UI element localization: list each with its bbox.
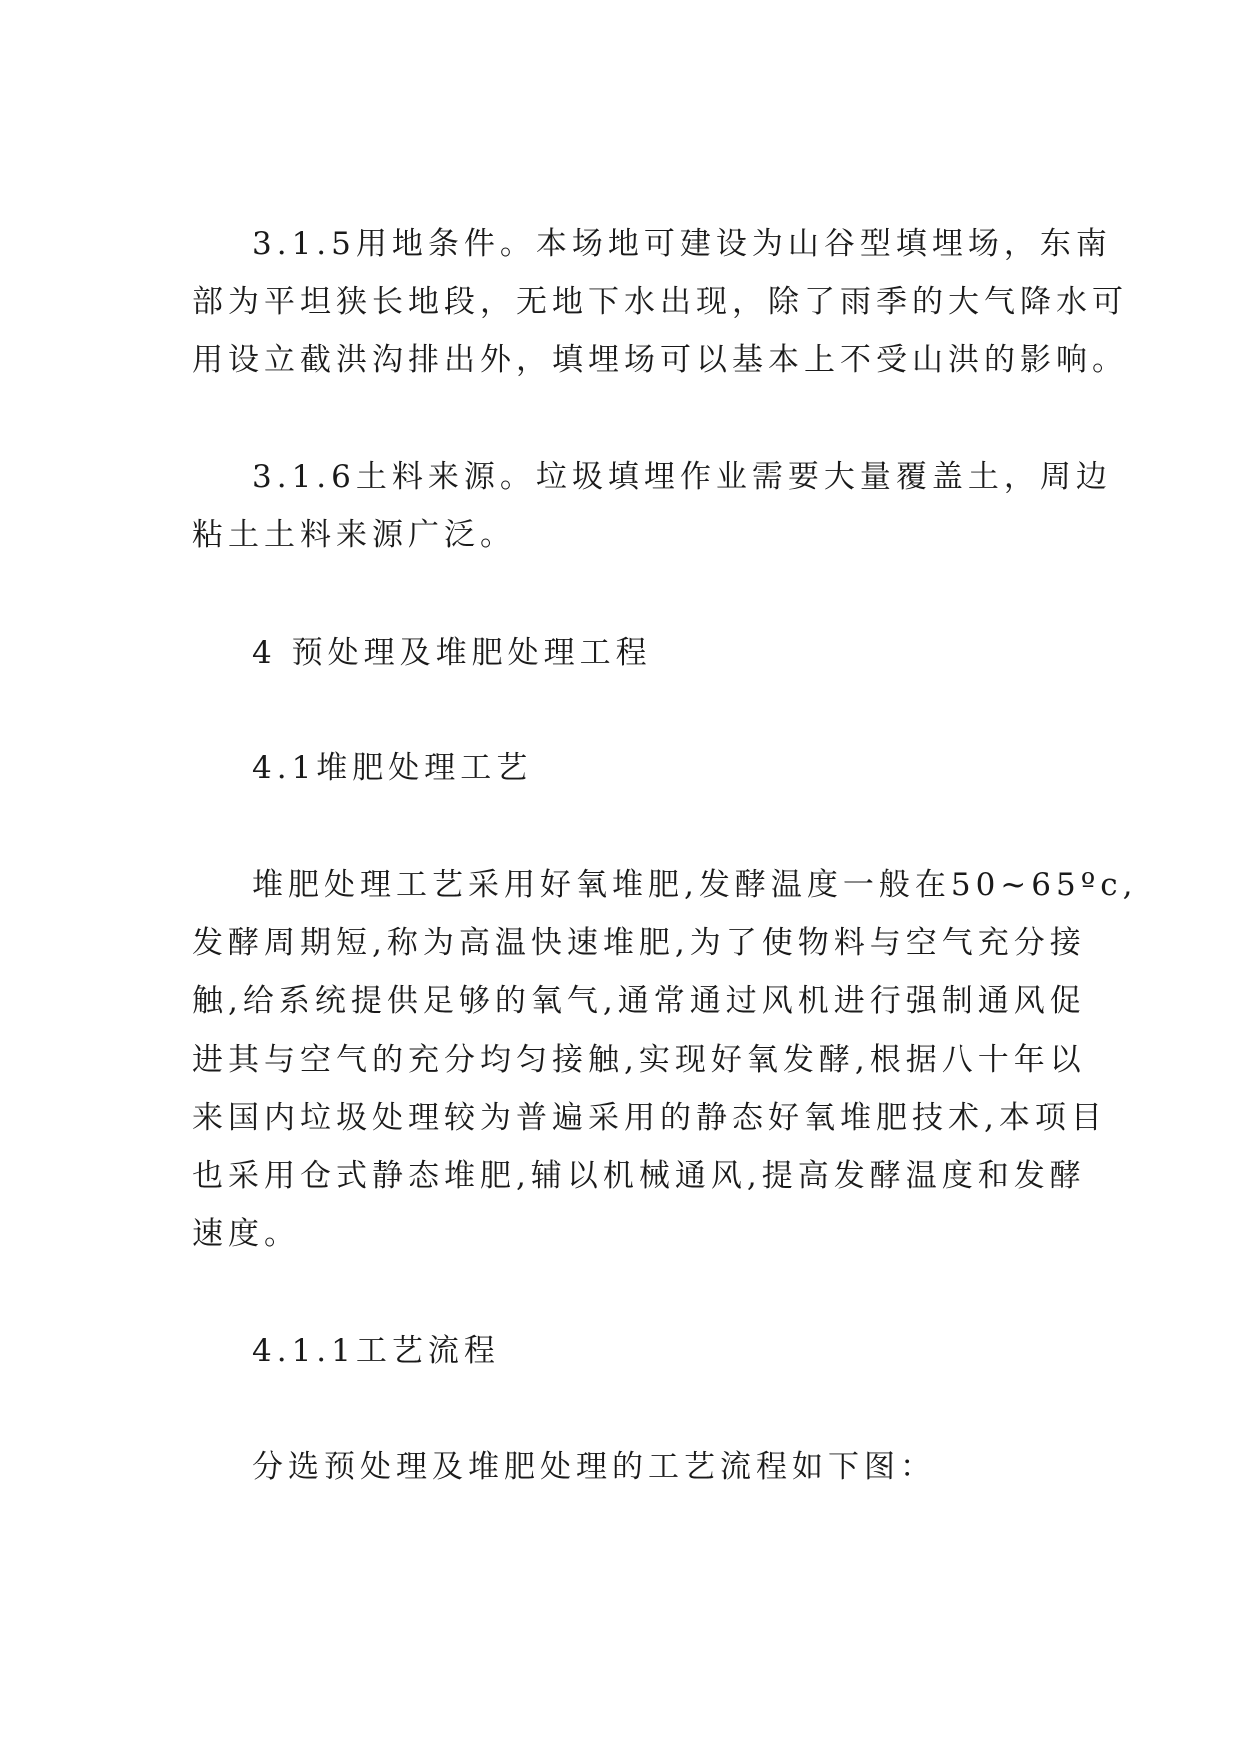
paragraph-3-1-6-line-2: 粘土土料来源广泛。 bbox=[192, 517, 516, 553]
paragraph-4-1-line-1: 堆肥处理工艺采用好氧堆肥,发酵温度一般在50~65ºc, bbox=[252, 867, 1138, 903]
heading-section-4-1-1: 4.1.1工艺流程 bbox=[252, 1333, 500, 1369]
heading-section-4-1: 4.1堆肥处理工艺 bbox=[252, 750, 533, 786]
paragraph-4-1-line-4: 进其与空气的充分均匀接触,实现好氧发酵,根据八十年以 bbox=[192, 1042, 1086, 1078]
paragraph-3-1-5-line-3: 用设立截洪沟排出外，填埋场可以基本上不受山洪的影响。 bbox=[192, 342, 1128, 378]
paragraph-4-1-line-7: 速度。 bbox=[192, 1216, 300, 1252]
paragraph-3-1-5-line-1: 3.1.5用地条件。本场地可建设为山谷型填埋场，东南 bbox=[252, 226, 1112, 262]
paragraph-4-1-1-line-1: 分选预处理及堆肥处理的工艺流程如下图： bbox=[252, 1449, 936, 1485]
paragraph-4-1-line-3: 触,给系统提供足够的氧气,通常通过风机进行强制通风促 bbox=[192, 983, 1086, 1019]
paragraph-3-1-5-line-2: 部为平坦狭长地段，无地下水出现，除了雨季的大气降水可 bbox=[192, 284, 1128, 320]
paragraph-4-1-line-2: 发酵周期短,称为高温快速堆肥,为了使物料与空气充分接 bbox=[192, 925, 1086, 961]
paragraph-4-1-line-6: 也采用仓式静态堆肥,辅以机械通风,提高发酵温度和发酵 bbox=[192, 1158, 1086, 1194]
paragraph-3-1-6-line-1: 3.1.6土料来源。垃圾填埋作业需要大量覆盖土，周边 bbox=[252, 459, 1112, 495]
heading-section-4: 4 预处理及堆肥处理工程 bbox=[252, 635, 652, 671]
paragraph-4-1-line-5: 来国内垃圾处理较为普遍采用的静态好氧堆肥技术,本项目 bbox=[192, 1100, 1107, 1136]
